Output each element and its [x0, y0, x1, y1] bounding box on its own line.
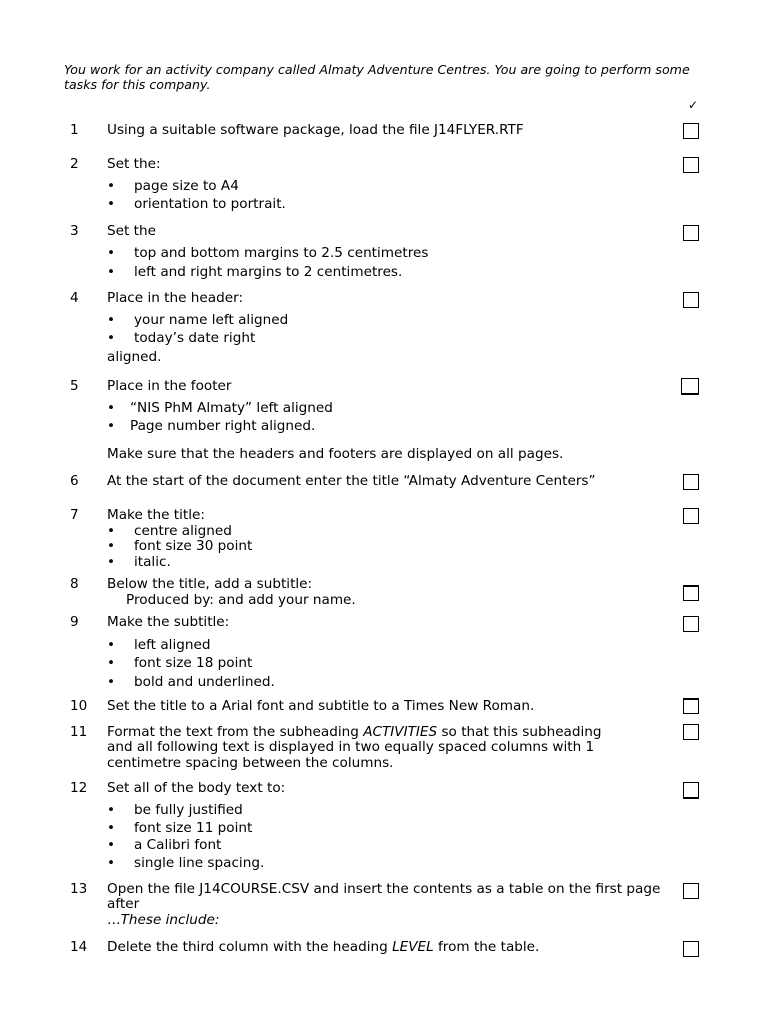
bullet: • [107, 196, 116, 212]
bullet: • [107, 330, 116, 346]
task-7-bullet-3: italic. [134, 554, 171, 570]
bullet: • [107, 837, 116, 853]
task-14-checkbox[interactable] [683, 941, 699, 957]
task-13-number: 13 [70, 881, 88, 897]
task-12-text: Set all of the body text to: [107, 780, 286, 796]
task-5-bullet-2: Page number right aligned. [130, 418, 316, 434]
bullet: • [107, 674, 116, 690]
task-14-number: 14 [70, 939, 88, 955]
task-2-bullet-1: page size to A4 [134, 178, 239, 194]
task-7-bullet-1: centre aligned [134, 523, 232, 539]
task-12-bullet-3: a Calibri font [134, 837, 222, 853]
task-4-bullet-2: today’s date right [134, 330, 256, 346]
bullet: • [107, 554, 116, 570]
task-9-number: 9 [70, 614, 79, 630]
bullet: • [107, 418, 116, 434]
task-5-text: Place in the footer [107, 378, 232, 394]
bullet: • [107, 523, 116, 539]
task-3-bullet-1: top and bottom margins to 2.5 centimetres [134, 245, 429, 261]
task-8-number: 8 [70, 576, 79, 592]
bullet: • [107, 178, 116, 194]
task-10-checkbox[interactable] [683, 698, 699, 714]
bullet: • [107, 855, 116, 871]
tick-column-header: ✓ [688, 98, 699, 112]
bullet: • [107, 802, 116, 818]
task-3-bullet-2: left and right margins to 2 centimetres. [134, 264, 403, 280]
task-12-number: 12 [70, 780, 88, 796]
task-1-number: 1 [70, 122, 79, 138]
task-11-number: 11 [70, 724, 88, 740]
task-1-checkbox[interactable] [683, 123, 699, 139]
task-11-line-2: and all following text is displayed in two equally spaced columns with 1 [107, 739, 595, 755]
task-10-number: 10 [70, 698, 88, 714]
bullet: • [107, 538, 116, 554]
task-9-bullet-2: font size 18 point [134, 655, 253, 671]
task-13-line-3-pre: … [107, 912, 121, 928]
task-5-note: Make sure that the headers and footers are displayed on all pages. [107, 446, 564, 462]
task-13-text: Open the file J14COURSE.CSV and insert the contents as a table on the first page [107, 881, 661, 897]
task-14-text [107, 939, 539, 955]
task-6-checkbox[interactable] [683, 474, 699, 490]
task-8-line-2: Produced by: and add your name. [126, 592, 356, 608]
task-12-bullet-4: single line spacing. [134, 855, 265, 871]
task-14-text-pre: Delete the third column with the heading [107, 939, 393, 955]
bullet: • [107, 245, 116, 261]
task-8-text: Below the title, add a subtitle: [107, 576, 313, 592]
bullet: • [107, 655, 116, 671]
task-5-number: 5 [70, 378, 79, 394]
task-2-checkbox[interactable] [683, 157, 699, 173]
task-10-text: Set the title to a Arial font and subtitle to a Times New Roman. [107, 698, 535, 714]
task-9-bullet-3: bold and underlined. [134, 674, 275, 690]
bullet: • [107, 637, 116, 653]
bullet: • [107, 820, 116, 836]
task-4-text: Place in the header: [107, 290, 244, 306]
bullet: • [107, 312, 116, 328]
task-11-text-pre: Format the text from the subheading [107, 724, 364, 740]
task-12-bullet-1: be fully justified [134, 802, 243, 818]
task-11-line-3: centimetre spacing between the columns. [107, 755, 394, 771]
task-3-text: Set the [107, 223, 156, 239]
task-13-checkbox[interactable] [683, 883, 699, 899]
task-5-bullet-1: “NIS PhM Almaty” left aligned [130, 400, 333, 416]
bullet: • [107, 264, 116, 280]
intro-paragraph: You work for an activity company called Almaty Adventure Centres. You are going to perform some tasks for this company. [64, 62, 690, 92]
task-9-bullet-1: left aligned [134, 637, 211, 653]
task-11-text-emphasis: ACTIVITIES [363, 724, 438, 740]
task-7-bullet-2: font size 30 point [134, 538, 253, 554]
task-2-number: 2 [70, 156, 79, 172]
task-14-text-post: from the table. [433, 939, 540, 955]
task-4-checkbox[interactable] [683, 292, 699, 308]
task-6-text: At the start of the document enter the title “Almaty Adventure Centers” [107, 473, 596, 489]
task-11-text-post: so that this subheading [437, 724, 602, 740]
task-4-bullet-1: your name left aligned [134, 312, 289, 328]
task-4-number: 4 [70, 290, 79, 306]
task-7-number: 7 [70, 507, 79, 523]
task-13-line-3 [107, 912, 219, 928]
task-7-text: Make the title: [107, 507, 205, 523]
task-9-text: Make the subtitle: [107, 614, 230, 630]
task-11-checkbox[interactable] [683, 724, 699, 740]
task-5-checkbox[interactable] [681, 378, 699, 395]
bullet: • [107, 400, 116, 416]
task-2-text: Set the: [107, 156, 161, 172]
task-6-number: 6 [70, 473, 79, 489]
task-3-checkbox[interactable] [683, 225, 699, 241]
task-3-number: 3 [70, 223, 79, 239]
task-11-text [107, 724, 602, 740]
task-2-bullet-2: orientation to portrait. [134, 196, 286, 212]
task-14-text-emphasis: LEVEL [392, 939, 434, 955]
task-8-checkbox[interactable] [683, 585, 699, 601]
task-1-text: Using a suitable software package, load the file J14FLYER.RTF [107, 122, 524, 138]
task-13-line-3-emphasis: These include: [120, 912, 220, 928]
task-7-checkbox[interactable] [683, 508, 699, 524]
task-4-continuation: aligned. [107, 349, 162, 365]
task-13-line-2: after [107, 896, 140, 912]
task-9-checkbox[interactable] [683, 616, 699, 632]
task-12-checkbox[interactable] [683, 782, 699, 799]
task-12-bullet-2: font size 11 point [134, 820, 253, 836]
